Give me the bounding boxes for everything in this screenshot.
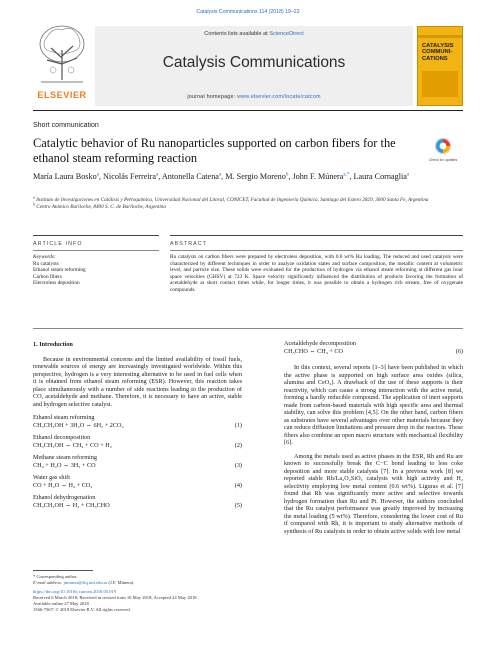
affiliations [33, 194, 463, 211]
equation-row [33, 462, 242, 470]
cover-band [418, 35, 462, 38]
equation: CH₃CH₂OH ⇔ CH₄ + CO + H₂ [33, 441, 112, 449]
homepage-link[interactable]: www.elsevier.com/locate/catcom [237, 94, 321, 100]
contents-line [95, 31, 413, 37]
author-affiliation-mark[interactable]: a,* [343, 172, 350, 178]
available-online: Available online 27 May 2018 [33, 601, 89, 607]
equation-row [33, 422, 242, 430]
article-title: Catalytic behavior of Ru nanoparticles supported on carbon fibers for the ethanol steam reforming reaction [33, 136, 396, 165]
journal-title[interactable]: Catalysis Communications [162, 54, 346, 71]
header-divider [33, 110, 463, 111]
equation: CO + H₂O ⇔ H₂ + CO₂ [33, 481, 93, 489]
equation-block [33, 474, 242, 489]
info-subrule [33, 250, 159, 251]
info-rule [33, 235, 159, 236]
homepage-line [95, 94, 413, 100]
equation-label: Water gas shift [33, 474, 70, 481]
sciencedirect-link[interactable]: ScienceDirect [269, 31, 304, 37]
footnote-rule [33, 570, 93, 571]
equation-number: (4) [234, 481, 242, 489]
email-link[interactable]: jmunera@fiq.unl.edu.ar [63, 580, 108, 586]
author-name[interactable]: M. Sergio Moreno [225, 172, 286, 181]
journal-cover-thumbnail[interactable] [417, 26, 463, 106]
equation-block [284, 340, 463, 355]
equation-label: Ethanol dehydrogenation [33, 494, 96, 501]
author-affiliation-mark[interactable]: a [406, 172, 410, 178]
abstract-rule [170, 235, 463, 236]
article-type: Short communication [33, 122, 99, 129]
elsevier-tree-logo[interactable] [33, 20, 91, 88]
intro-paragraph: Because in environmental concerns and the limited availability of fossil fuels, renewable sources of energy are increasingly investigated worldwide. Within this perspective, hydrogen is a very interesting alternative to be used in fuel cells when it is obtained from ethanol steam reforming (ESR). However, this reaction takes place simultaneously with a number of side reactions leading to the production of CO, acetaldehyde and methane. Therefore, it is necessary to have an active, stable and hydrogen selective catalyst. [33, 355, 242, 408]
body-paragraph: In this context, several reports [1–3] have been published in which the active phase is supported on high surface area oxides (silica, alumina and CeO₂). A drawback of the use of these supports is their reactivity, which can cause a strong interaction with the active metal, forming a hardly reducible compound. The application of inert supports made from carbon-based materials with high specific area and thermal stability, can solve this problem [4,5]. On the other hand, carbon fibers as substrates have several advantages over other materials because they can reduce diffusion limitations and pressure drop in the reactors. These fibers also combine an open macro structure with mechanical flexibility [6]. [284, 364, 463, 446]
equation-number: (1) [234, 421, 242, 429]
equation-label: Acetaldehyde decomposition [284, 340, 356, 347]
equation-block [33, 414, 242, 429]
homepage-prefix: journal homepage: [187, 94, 236, 100]
email-label: E-mail address: [33, 580, 63, 586]
copyright: 1566-7367/ © 2018 Elsevier B.V. All rights reserved. [33, 607, 131, 613]
keyword[interactable]: Carbon fibers [33, 273, 62, 280]
journal-header [33, 20, 463, 108]
author-name[interactable]: Laura Cornaglia [353, 172, 407, 181]
affiliation-mark: b [33, 201, 35, 207]
abstract-heading: ABSTRACT [170, 241, 208, 247]
equation-row [284, 348, 463, 356]
abstract-bottom-rule [33, 328, 463, 329]
equation: CH₃CHO ⇔ CH₄ + CO [284, 347, 344, 355]
author-affiliation-mark[interactable]: b [285, 172, 289, 178]
body-paragraph: Among the metals used as active phases in the ESR, Rh and Ru are known to successfully break the C−C bond leading to less coke deposition and more stable catalysts [7]. In a previous work [8] we reported stable Rh/La₂O₂SiO₃ catalysts with high activity and H₂ selectivity employing low metal content (0.6 wt%). Liguras et al. [7] found that Rh was significantly more active and selective towards hydrogen formation than Ru and Pt. However, the authors concluded that the Ru catalyst performance was greatly improved by increasing the metal loading (5 wt%). Therefore, considering the lower cost of Ru if compared with Rh, it is important to study alternative methods of synthesis of Ru catalysts in order to obtain active solids with low metal [284, 452, 463, 535]
author-affiliation-mark[interactable]: a [155, 172, 159, 178]
affiliation-text: Instituto de Investigaciones en Catálisis y Petroquímica, Universidad Nacional del Litoral, CONICET, Facultad de Ingeniería Química, Santiago del Estero 2829, 3000 Santa Fe, Argentina [36, 197, 429, 203]
keywords-block [33, 254, 159, 287]
crossmark-icon[interactable] [426, 137, 460, 163]
footnotes [33, 574, 333, 614]
keyword[interactable]: Ru catalysts [33, 260, 59, 267]
keyword[interactable]: Ethanol steam reforming [33, 267, 86, 274]
cover-graphic [422, 71, 458, 97]
email-suffix: (J.F. Múnera). [108, 580, 135, 586]
equation-block [33, 454, 242, 469]
author-name[interactable]: María Laura Bosko [33, 172, 97, 181]
body-column-left [33, 341, 242, 514]
body-column-right [284, 338, 463, 541]
affiliation-text: Centro Atómico Bariloche, 8400 S. C. de Bariloche, Argentina [36, 204, 166, 210]
journal-banner [95, 26, 413, 106]
equation-block [33, 434, 242, 449]
doi-link[interactable]: https://doi.org/10.1016/j.catcom.2018.05.019 [33, 589, 117, 595]
author-name[interactable]: Nicolás Ferreira [103, 172, 156, 181]
author-list: María Laura Bosko$^a$, Nicolás Ferreira$^a$, Antonella Catena$^a$, M. Sergio Moreno$^b$, John F. Múnera$^{a,*}$, Laura Cornaglia$^a$ [33, 172, 410, 181]
journal-citation[interactable]: Catalysis Communications 114 (2018) 19–23 [196, 9, 300, 15]
equation-list [284, 340, 463, 364]
corresponding-author-note: * Corresponding author. [33, 574, 78, 579]
equation-list [33, 414, 242, 509]
equation-number: (6) [455, 347, 463, 355]
equation-label: Ethanol steam reforming [33, 414, 95, 421]
affiliation-mark: a [33, 194, 35, 200]
equation: CH₃CH₂OH ⇔ H₂ + CH₃CHO [33, 501, 110, 509]
equation-row [33, 502, 242, 510]
crossmark-label: Check for updates [428, 158, 458, 162]
equation: CH₃CH₂OH + 3H₂O ⇔ 6H₂ + 2CO₂ [33, 421, 124, 429]
cover-title: CATALYSIS COMMUNI- CATIONS [422, 43, 454, 62]
equation-label: Methane steam reforming [33, 454, 97, 461]
equation-block [33, 494, 242, 509]
abstract-subrule [170, 250, 463, 251]
equation-number: (2) [234, 441, 242, 449]
affiliation [33, 201, 463, 211]
author-name[interactable]: Antonella Catena [161, 172, 219, 181]
section-heading: 1. Introduction [33, 341, 73, 348]
elsevier-wordmark: ELSEVIER [37, 90, 87, 100]
author-name[interactable]: John F. Múnera [292, 172, 344, 181]
abstract-text: Ru catalysts on carbon fibers were prepared by electroless deposition, with 0.6 wt% Ru loading. The reduced and used catalysts were characterized by different techniques in order to analyze oxidation states and surface composition, the metallic content at volumetric level, and particle size. These solids were evaluated for the production of hydrogen via ethanol steam reforming at different gas hour space velocities (GHSV) at 723 K. Space velocity significantly influenced the distribution of products favoring the formation of acetaldehyde at short contact times while, for longer times, it was possible to obtain a hydrogen rich stream, free of oxygenate compounds. [170, 254, 463, 293]
author-affiliation-mark[interactable]: a [96, 172, 99, 178]
equation-number: (3) [234, 461, 242, 469]
equation-row [33, 482, 242, 490]
article-info-heading: ARTICLE INFO [33, 241, 83, 247]
equation-number: (5) [234, 501, 242, 509]
equation-row [33, 442, 242, 450]
equation-label: Ethanol decomposition [33, 434, 91, 441]
equation: CH₄ + H₂O ⇔ 3H₂ + CO [33, 461, 96, 469]
keyword[interactable]: Electroless deposition [33, 280, 80, 287]
keywords-heading: Keywords: [33, 254, 56, 260]
author-affiliation-mark[interactable]: a [218, 172, 222, 178]
received-dates: Received 6 March 2018; Received in revised form 16 May 2018; Accepted 24 May 2018 [33, 595, 197, 601]
contents-prefix: Contents lists available at [204, 31, 268, 37]
